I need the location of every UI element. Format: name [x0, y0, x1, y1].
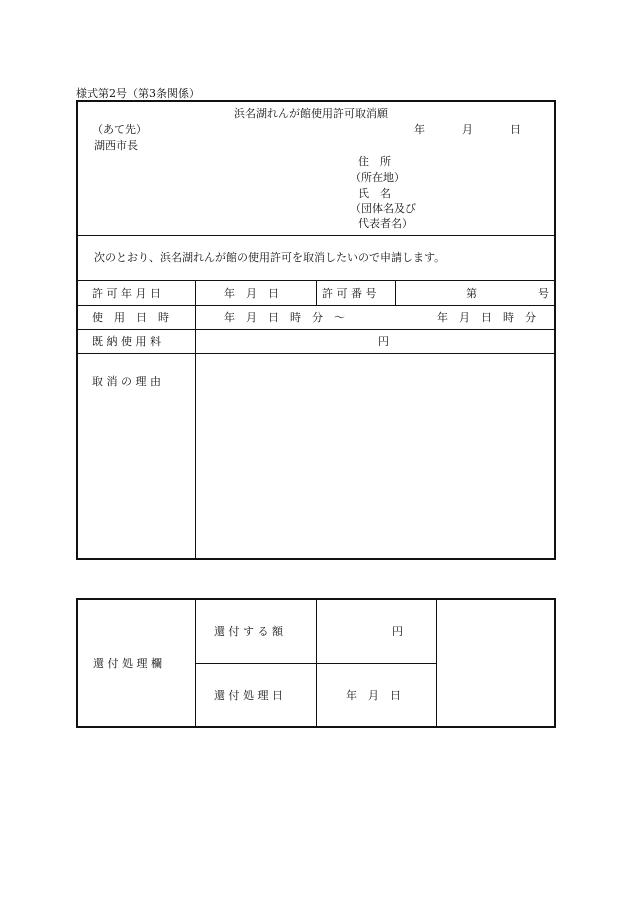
- refund-column-divider: [436, 598, 437, 728]
- cancel-reason-field[interactable]: [197, 356, 553, 557]
- permit-number-label: 許 可 番 号: [322, 287, 377, 300]
- form-title: 浜名湖れんが館使用許可取消願: [234, 107, 388, 120]
- permit-number-suffix: 号: [538, 287, 549, 300]
- permit-number-prefix: 第: [466, 287, 477, 300]
- cancel-reason-label: 取 消 の 理 由: [92, 375, 161, 388]
- applicant-org-label: （団体名及び: [350, 202, 416, 215]
- table-column-divider: [195, 280, 196, 560]
- applicant-name-label: 氏 名: [358, 187, 391, 200]
- date-month-field[interactable]: 月: [462, 123, 473, 136]
- refund-stamp-area[interactable]: [438, 600, 554, 726]
- refund-row-divider: [195, 663, 436, 664]
- table-row-divider: [76, 353, 556, 354]
- refund-section-label: 還 付 処 理 欄: [93, 657, 162, 670]
- refund-date-label: 還 付 処 理 日: [214, 689, 283, 702]
- date-day-field[interactable]: 日: [510, 123, 521, 136]
- usage-end-field[interactable]: 年 月 日 時 分: [437, 311, 536, 324]
- refund-amount-label: 還 付 す る 額: [214, 625, 283, 638]
- applicant-address-label: 住 所: [358, 155, 391, 168]
- permit-date-field[interactable]: 年 月 日: [224, 287, 279, 300]
- applicant-representative-label: 代表者名）: [358, 217, 413, 230]
- refund-amount-field[interactable]: 円: [392, 625, 403, 638]
- request-statement: 次のとおり、浜名湖れんが館の使用許可を取消したいので申請します。: [94, 251, 446, 264]
- refund-date-field[interactable]: 年 月 日: [346, 689, 401, 702]
- date-year-field[interactable]: 年: [414, 123, 425, 136]
- paid-fee-field[interactable]: 円: [378, 335, 389, 348]
- usage-datetime-label: 使 用 日 時: [92, 311, 169, 324]
- table-row-divider: [76, 305, 556, 306]
- paid-fee-label: 既 納 使 用 料: [92, 335, 161, 348]
- addressee-name: 湖西市長: [94, 139, 138, 152]
- applicant-address-alt-label: （所在地）: [350, 171, 405, 184]
- divider-line: [76, 235, 556, 236]
- table-column-divider: [316, 280, 317, 305]
- permit-date-label: 許 可 年 月 日: [92, 287, 161, 300]
- form-number-label: 様式第2号（第3条関係）: [76, 87, 200, 100]
- table-column-divider: [395, 280, 396, 305]
- addressee-prefix: （あて先）: [92, 123, 147, 136]
- usage-start-field[interactable]: 年 月 日 時 分 ～: [224, 311, 345, 324]
- table-row-divider: [76, 329, 556, 330]
